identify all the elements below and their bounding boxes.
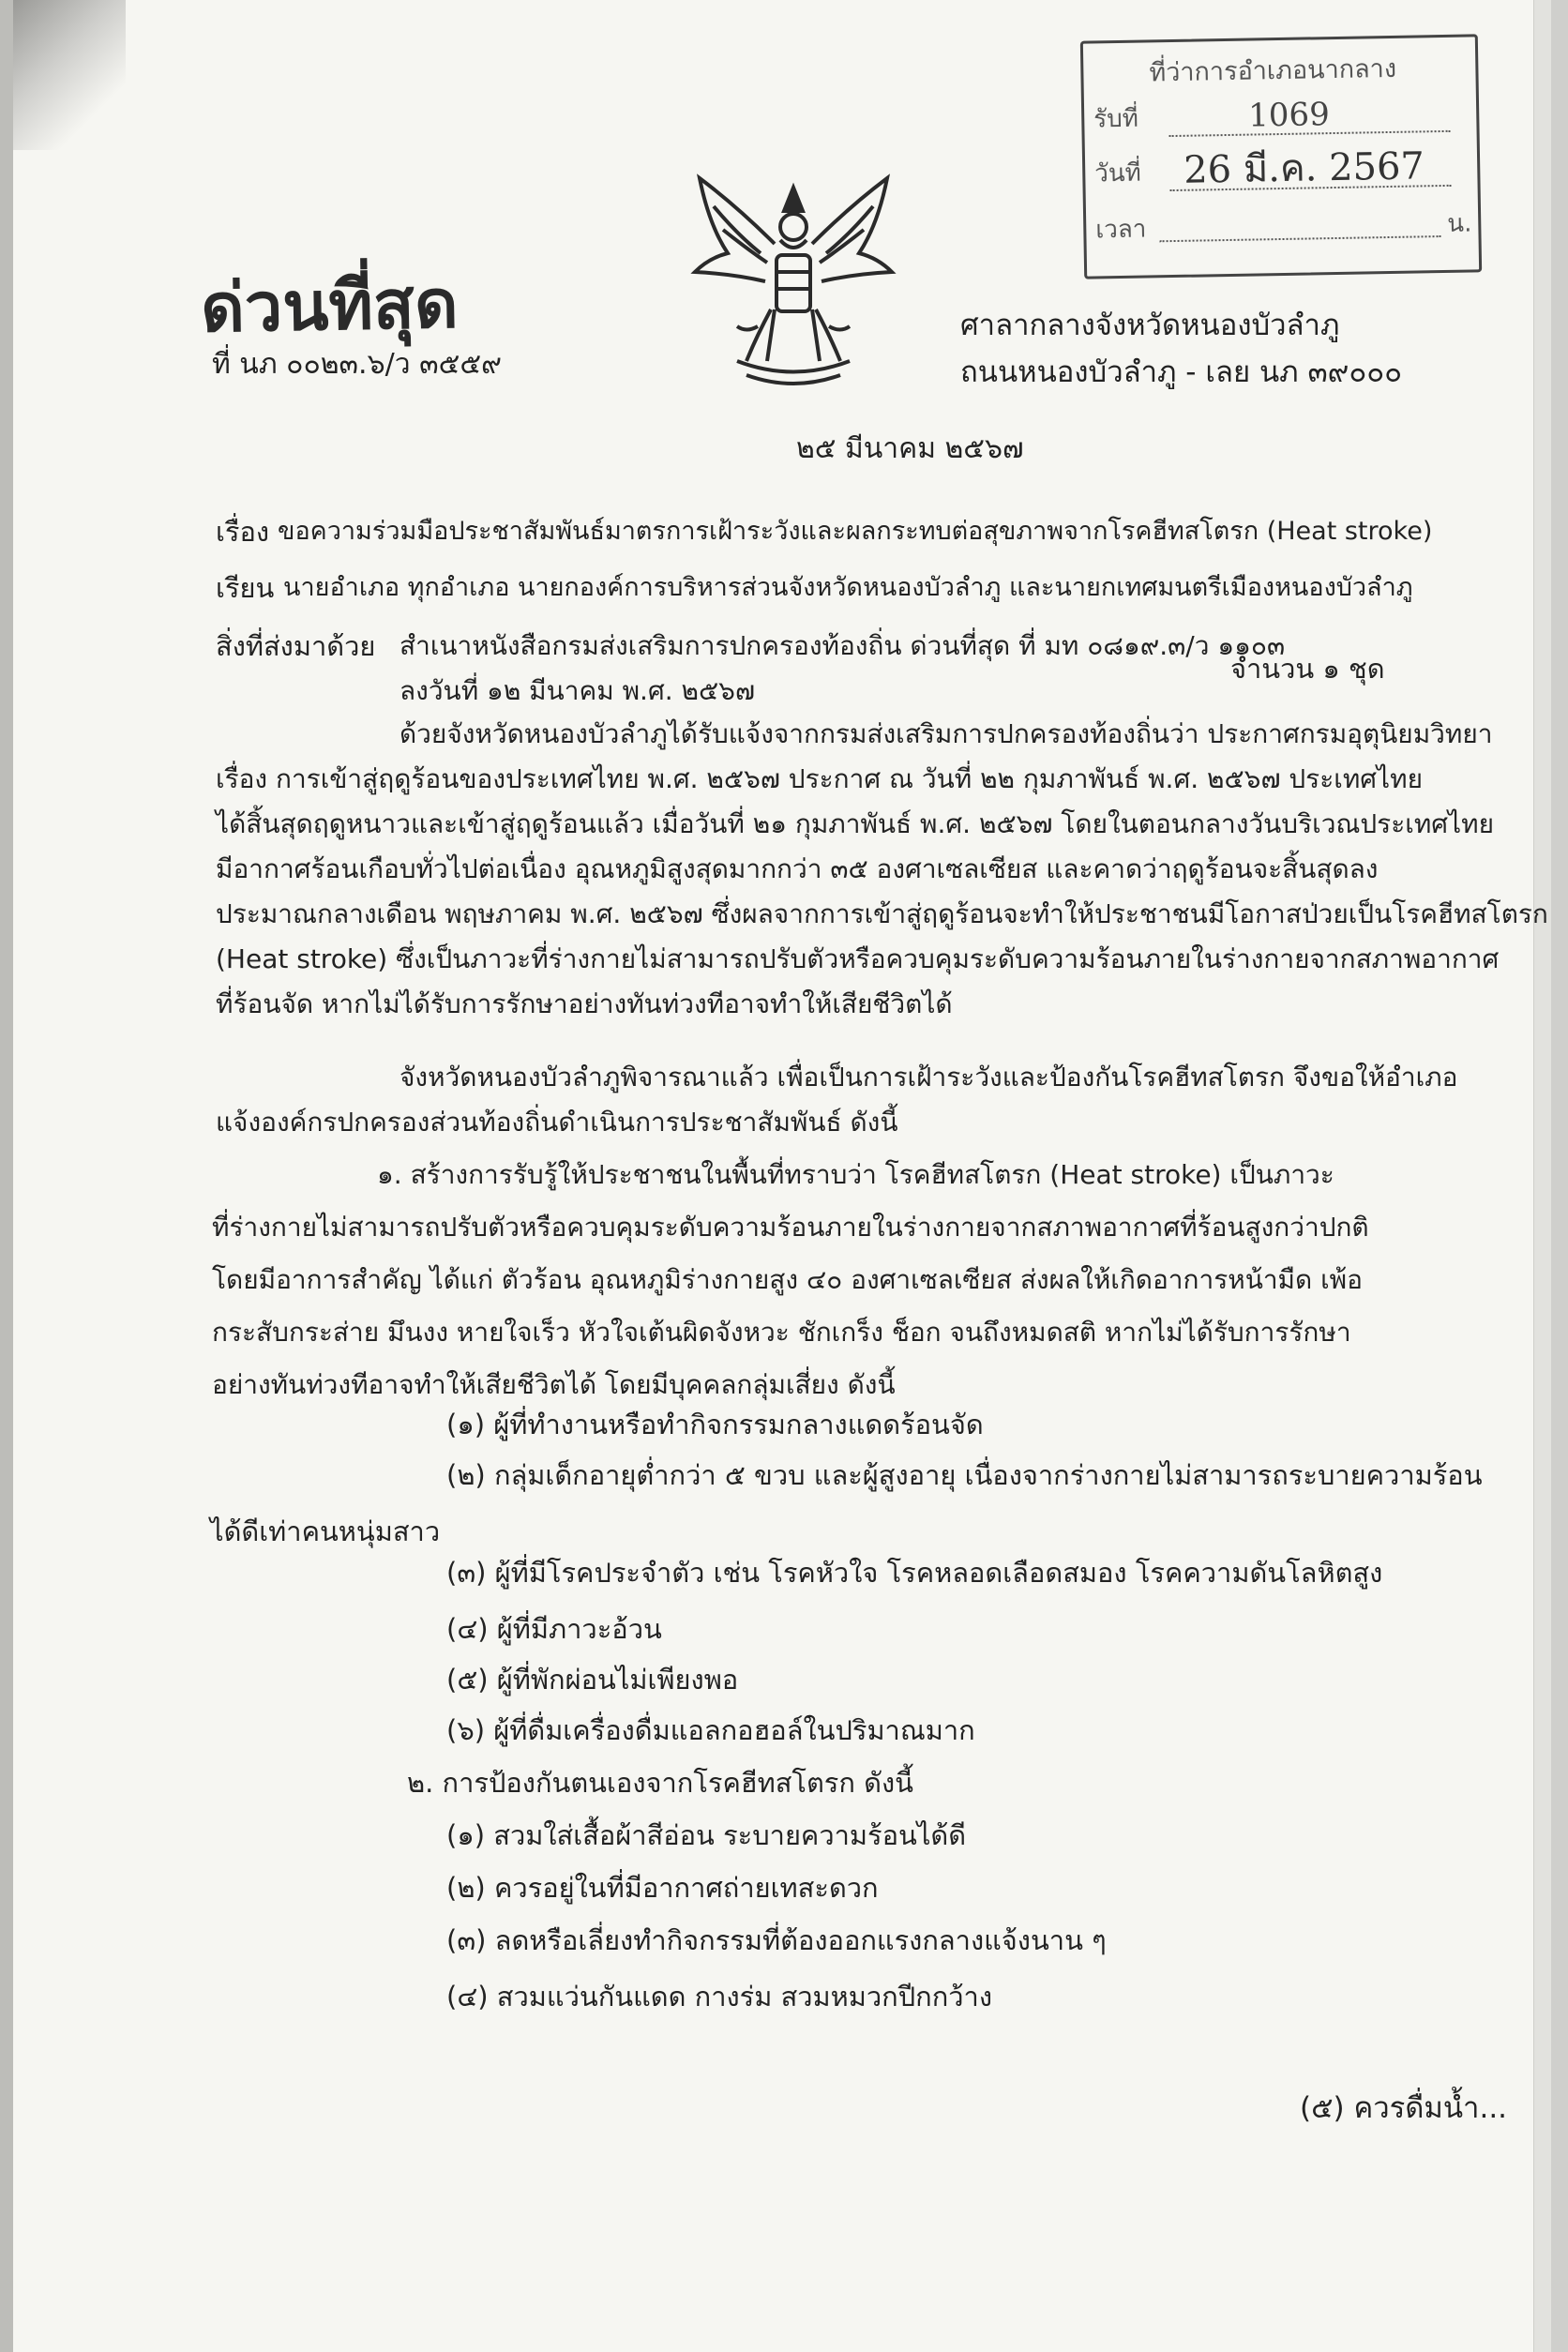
risk-group-item: (๖) ผู้ที่ดื่มเครื่องดื่มแอลกอฮอล์ในปริมาณมาก — [446, 1714, 975, 1746]
prevention-item: (๓) ลดหรือเลี่ยงทำกิจกรรมที่ต้องออกแรงกลางแจ้งนาน ๆ — [446, 1924, 1107, 1956]
enclosure-line: สำเนาหนังสือกรมส่งเสริมการปกครองท้องถิ่น ด่วนที่สุด ที่ มท ๐๘๑๙.๓/ว ๑๑๐๓ — [400, 630, 1286, 661]
enclosure-count: จำนวน ๑ ชุด — [1230, 653, 1385, 685]
stamp-time-label: เวลา — [1095, 215, 1147, 245]
risk-group-item: (๕) ผู้ที่พักผ่อนไม่เพียงพอ — [446, 1664, 739, 1696]
body-line: ประมาณกลางเดือน พฤษภาคม พ.ศ. ๒๕๖๗ ซึ่งผลจากการเข้าสู่ฤดูร้อนจะทำให้ประชาชนมีโอกาสป่วยเป็นโรคฮีทสโตรก — [216, 898, 1548, 929]
body-line: ที่ร่างกายไม่สามารถปรับตัวหรือควบคุมระดับความร้อนภายในร่างกายจากสภาพอากาศที่ร้อนสูงกว่าปกติ — [212, 1212, 1369, 1243]
garuda-emblem-icon — [681, 169, 906, 389]
receipt-stamp — [1080, 34, 1482, 279]
body-line: อย่างทันท่วงทีอาจทำให้เสียชีวิตได้ โดยมีบุคคลกลุ่มเสี่ยง ดังนี้ — [212, 1369, 896, 1400]
document-page — [13, 0, 1551, 2352]
document-date: ๒๕ มีนาคม ๒๕๖๗ — [796, 432, 1024, 465]
subject-label: เรื่อง — [216, 516, 270, 548]
stamp-dotted-line — [1160, 234, 1441, 242]
body-line: จังหวัดหนองบัวลำภูพิจารณาแล้ว เพื่อเป็นการเฝ้าระวังและป้องกันโรคฮีทสโตรก จึงขอให้อำเภอ — [400, 1062, 1458, 1093]
stamp-received-date: 26 มี.ค. 2567 — [1183, 144, 1425, 192]
recipient-label: เรียน — [216, 572, 275, 604]
background-edge — [0, 0, 13, 2352]
body-line: ด้วยจังหวัดหนองบัวลำภูได้รับแจ้งจากกรมส่งเสริมการปกครองท้องถิ่นว่า ประกาศกรมอุตุนิยมวิทยา — [400, 718, 1493, 749]
issuer-address: ถนนหนองบัวลำภู - เลย นภ ๓๙๐๐๐ — [960, 355, 1403, 389]
section-heading: ๒. การป้องกันตนเองจากโรคฮีทสโตรก ดังนี้ — [407, 1767, 913, 1799]
doc-number: ที่ นภ ๐๐๒๓.๖/ว ๓๕๕๙ — [212, 348, 502, 381]
body-line: โดยมีอาการสำคัญ ได้แก่ ตัวร้อน อุณหภูมิร่างกายสูง ๔๐ องศาเซลเซียส ส่งผลให้เกิดอาการหน้ามืด เพ้อ — [212, 1264, 1363, 1295]
body-line: ที่ร้อนจัด หากไม่ได้รับการรักษาอย่างทันท่วงทีอาจทำให้เสียชีวิตได้ — [216, 988, 953, 1019]
prevention-item: (๑) สวมใส่เสื้อผ้าสีอ่อน ระบายความร้อนได้ดี — [446, 1819, 967, 1851]
page-continuation: (๕) ควรดื่มน้ำ... — [1300, 2091, 1508, 2125]
body-line: กระสับกระส่าย มึนงง หายใจเร็ว หัวใจเต้นผิดจังหวะ ชักเกร็ง ช็อก จนถึงหมดสติ หากไม่ได้รับการรักษา — [212, 1317, 1351, 1348]
stamp-time-suffix: น. — [1447, 209, 1472, 238]
body-line: (Heat stroke) ซึ่งเป็นภาวะที่ร่างกายไม่สามารถปรับตัวหรือควบคุมระดับความร้อนภายในร่างกายจากสภาพอากาศ — [216, 943, 1500, 974]
body-line: ได้สิ้นสุดฤดูหนาวและเข้าสู่ฤดูร้อนแล้ว เมื่อวันที่ ๒๑ กุมภาพันธ์ พ.ศ. ๒๕๖๗ โดยในตอนกลางวันบริเวณประเทศไทย — [216, 808, 1494, 839]
body-line: มีอากาศร้อนเกือบทั่วไปต่อเนื่อง อุณหภูมิสูงสุดมากกว่า ๓๕ องศาเซลเซียส และคาดว่าฤดูร้อนจะสิ้นสุดลง — [216, 853, 1379, 884]
risk-group-item: (๑) ผู้ที่ทำงานหรือทำกิจกรรมกลางแดดร้อนจัด — [446, 1409, 984, 1440]
risk-group-item: (๔) ผู้ที่มีภาวะอ้วน — [446, 1613, 662, 1645]
subject-text: ขอความร่วมมือประชาสัมพันธ์มาตรการเฝ้าระวังและผลกระทบต่อสุขภาพจากโรคฮีทสโตรก (Heat stroke) — [278, 517, 1433, 546]
body-line: เรื่อง การเข้าสู่ฤดูร้อนของประเทศไทย พ.ศ. ๒๕๖๗ ประกาศ ณ วันที่ ๒๒ กุมภาพันธ์ พ.ศ. ๒๕๖๗ ประเทศไทย — [216, 763, 1424, 794]
body-line: ๑. สร้างการรับรู้ให้ประชาชนในพื้นที่ทราบว่า โรคฮีทสโตรก (Heat stroke) เป็นภาวะ — [377, 1159, 1334, 1190]
recipient-text: นายอำเภอ ทุกอำเภอ นายกองค์การบริหารส่วนจังหวัดหนองบัวลำภู และนายกเทศมนตรีเมืองหนองบัวลำภู — [283, 573, 1413, 602]
risk-group-item: ได้ดีเท่าคนหนุ่มสาว — [210, 1515, 441, 1547]
stamp-received-label: รับที่ — [1093, 104, 1139, 134]
prevention-item: (๔) สวมแว่นกันแดด กางร่ม สวมหมวกปีกกว้าง — [446, 1981, 992, 2013]
page-edge — [1533, 0, 1551, 2352]
enclosure-label: สิ่งที่ส่งมาด้วย — [216, 630, 376, 662]
stamp-received-number: 1069 — [1247, 96, 1331, 135]
risk-group-item: (๒) กลุ่มเด็กอายุต่ำกว่า ๕ ขวบ และผู้สูงอายุ เนื่องจากร่างกายไม่สามารถระบายความร้อน — [446, 1459, 1483, 1491]
risk-group-item: (๓) ผู้ที่มีโรคประจำตัว เช่น โรคหัวใจ โรคหลอดเลือดสมอง โรคความดันโลหิตสูง — [446, 1557, 1383, 1589]
body-line: แจ้งองค์กรปกครองส่วนท้องถิ่นดำเนินการประชาสัมพันธ์ ดังนี้ — [216, 1107, 898, 1138]
prevention-item: (๒) ควรอยู่ในที่มีอากาศถ่ายเทสะดวก — [446, 1872, 879, 1904]
stamp-office: ที่ว่าการอำเภอนากลาง — [1149, 53, 1397, 88]
stamp-date-label: วันที่ — [1094, 158, 1142, 188]
issuer-office: ศาลากลางจังหวัดหนองบัวลำภู — [960, 309, 1340, 342]
page-fold-shadow — [13, 0, 126, 150]
urgency-heading: ด่วนที่สุด — [200, 264, 460, 348]
enclosure-line: ลงวันที่ ๑๒ มีนาคม พ.ศ. ๒๕๖๗ — [400, 675, 755, 706]
